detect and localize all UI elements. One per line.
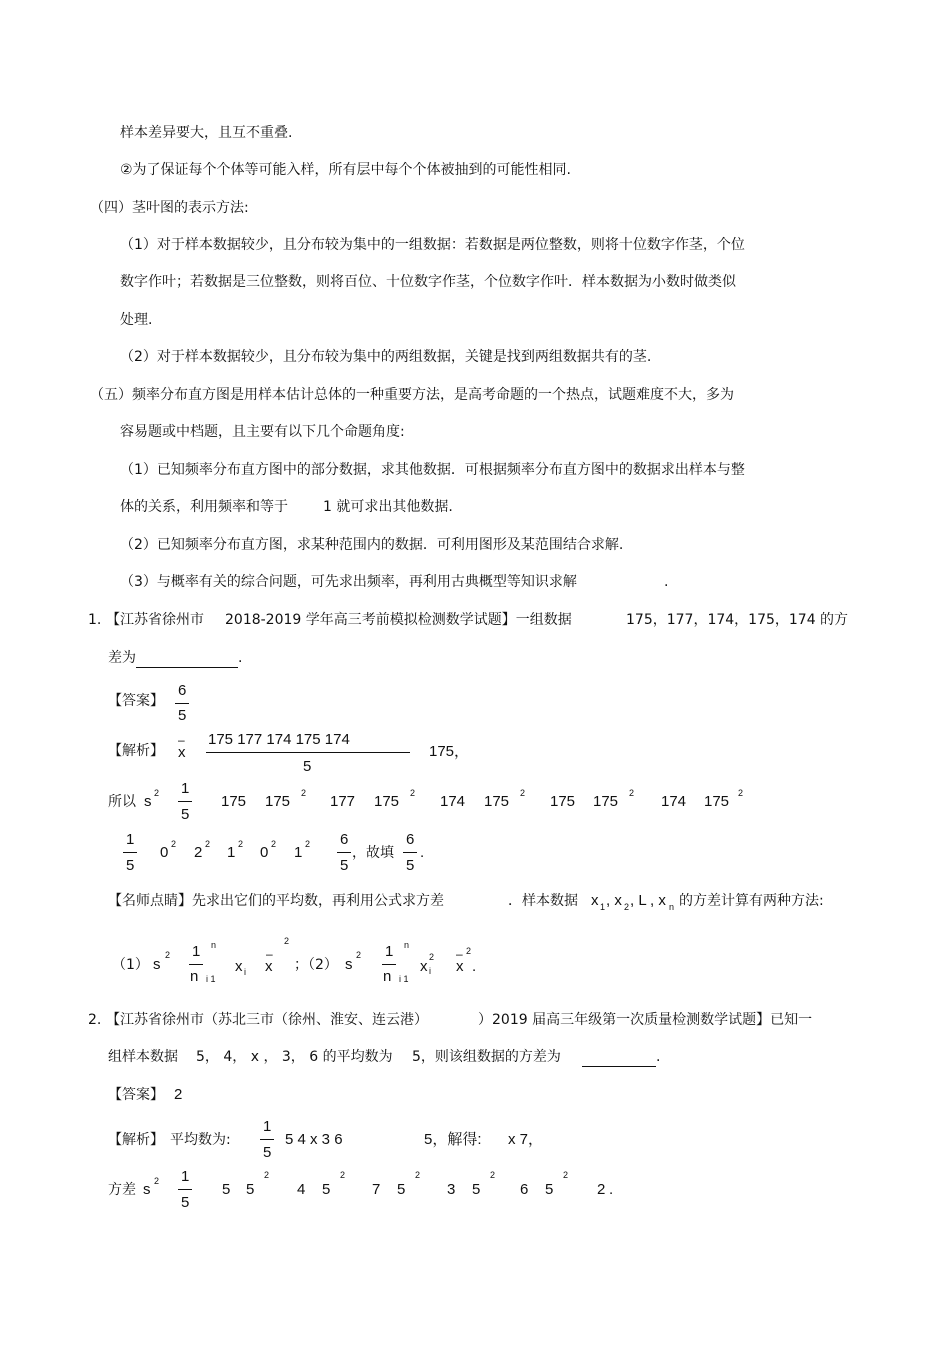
question-text: 5， 4， x ， 3， 6 的平均数为 — [196, 1049, 393, 1065]
superscript: 2 — [305, 839, 311, 849]
superscript: 2 — [429, 952, 435, 962]
term: 175 — [593, 793, 619, 810]
variance-symbol: s — [345, 956, 353, 973]
subscript: i — [429, 966, 431, 976]
text-line: （2）已知频率分布直方图，求某种范围内的数据．可利用图形及某范围结合求解. — [120, 537, 624, 553]
square-term: 0 — [260, 844, 269, 861]
answer-label: 【答案】 — [108, 693, 164, 709]
term: 4 — [297, 1181, 306, 1198]
term: 7 — [372, 1181, 381, 1198]
variance-symbol: s — [153, 956, 161, 973]
text-line: 数字作叶；若数据是三位整数，则将百位、十位数字作茎，个位数字作叶．样本数据为小数时做类似 — [120, 274, 736, 290]
answer-value: 2 — [174, 1086, 183, 1103]
question-source: 【江苏省徐州市 — [106, 612, 204, 628]
fraction-numerator: 6 — [178, 682, 187, 699]
term: 5 — [472, 1181, 481, 1198]
term: 175 — [484, 793, 510, 810]
avg-terms: 5 4 x 3 6 — [285, 1131, 343, 1148]
fraction-denominator: n — [383, 968, 392, 985]
text-line: 处理. — [120, 312, 153, 328]
question-text: 5，则该组数据的方差为 — [412, 1049, 561, 1065]
variance-symbol: s — [143, 1181, 151, 1198]
superscript: 2 — [165, 950, 171, 960]
section-heading: （四）茎叶图的表示方法: — [90, 200, 249, 216]
analysis-label: 【解析】 — [108, 1132, 164, 1148]
tip-text: ．样本数据 — [508, 893, 578, 909]
formula-label: （1） — [112, 957, 149, 973]
variance-result: 2 — [597, 1181, 606, 1198]
fraction-bar — [175, 703, 189, 704]
fraction-denominator: 5 — [178, 707, 187, 724]
math-var: , x — [650, 892, 666, 909]
period: . — [472, 958, 477, 975]
mean-bar-mark: – — [456, 947, 463, 961]
question-number: 2. — [88, 1012, 102, 1028]
term: 5 — [397, 1181, 406, 1198]
period: . — [609, 1181, 614, 1198]
subscript: 1 — [600, 902, 606, 912]
fraction-denominator: 5 — [303, 758, 312, 775]
fraction-bar — [178, 801, 192, 802]
fraction-bar — [189, 964, 203, 965]
subscript: n — [669, 902, 675, 912]
text-line: ，故填 — [352, 845, 394, 861]
superscript: 2 — [205, 839, 211, 849]
answer-blank — [136, 649, 238, 668]
question-source: 【江苏省徐州市（苏北三市（徐州、淮安、连云港） — [106, 1012, 428, 1028]
question-text-part: 差为 — [108, 650, 136, 666]
mean-bar-mark: – — [178, 733, 185, 747]
subscript: 2 — [624, 902, 630, 912]
tip-text: 的方差计算有两种方法: — [679, 893, 824, 909]
fraction-bar — [382, 964, 396, 965]
fraction-denominator: 5 — [126, 857, 135, 874]
fraction-numerator: 1 — [181, 780, 190, 797]
term: 175 — [550, 793, 576, 810]
question-text: 组样本数据 — [108, 1049, 178, 1065]
superscript: 2 — [154, 1176, 160, 1186]
sum-upper: n — [404, 940, 410, 950]
text-line: 1 就可求出其他数据. — [323, 499, 453, 515]
term: 5 — [545, 1181, 554, 1198]
superscript: 2 — [415, 1170, 421, 1180]
superscript: 2 — [356, 950, 362, 960]
term: 5 — [246, 1181, 255, 1198]
term: 5 — [322, 1181, 331, 1198]
text-line: ②为了保证每个个体等可能入样，所有层中每个个体被抽到的可能性相同. — [120, 162, 571, 178]
question-text — [108, 649, 242, 668]
math-var: , x — [606, 892, 622, 909]
text-line: （2）对于样本数据较少，且分布较为集中的两组数据，关键是找到两组数据共有的茎. — [120, 349, 652, 365]
term: 174 — [661, 793, 687, 810]
fraction-numerator: 6 — [406, 831, 415, 848]
fraction-numerator: 6 — [340, 831, 349, 848]
mean-symbol: x — [265, 958, 273, 975]
question-number: 1. — [88, 612, 102, 628]
superscript: 2 — [490, 1170, 496, 1180]
question-data: 175，177，174，175，174 的方 — [626, 612, 849, 628]
term: 177 — [330, 793, 356, 810]
superscript: 2 — [340, 1170, 346, 1180]
period: . — [656, 1049, 661, 1065]
term: 175 — [704, 793, 730, 810]
question-source: ）2019 届高三年级第一次质量检测数学试题】已知一 — [478, 1012, 813, 1028]
text-line: （3）与概率有关的综合问题，可先求出频率，再利用古典概型等知识求解 — [120, 574, 577, 590]
superscript: 2 — [284, 936, 290, 946]
variance-symbol: s — [144, 793, 152, 810]
text-line: 平均数为: — [170, 1132, 231, 1148]
fraction-bar — [178, 1189, 192, 1190]
superscript: 2 — [271, 839, 277, 849]
fraction-numerator: 1 — [126, 831, 135, 848]
text-line: 样本差异要大，且互不重叠. — [120, 125, 293, 141]
question-text — [582, 1048, 660, 1067]
math-var: x — [591, 892, 599, 909]
fraction-bar — [123, 852, 137, 853]
superscript: 2 — [154, 788, 160, 798]
superscript: 2 — [466, 946, 472, 956]
fraction-denominator: 5 — [181, 806, 190, 823]
term: 175 — [221, 793, 247, 810]
mean-bar-mark: – — [266, 947, 273, 961]
fraction-bar — [337, 852, 351, 853]
formula-label: ；（2） — [294, 957, 338, 973]
avg-result: 5，解得: — [424, 1131, 482, 1148]
term: 5 — [222, 1181, 231, 1198]
term: 174 — [440, 793, 466, 810]
superscript: 2 — [301, 788, 307, 798]
tip-text: 先求出它们的平均数，再利用公式求方差 — [192, 893, 444, 909]
fraction-denominator: 5 — [406, 857, 415, 874]
fraction-denominator: 5 — [340, 857, 349, 874]
square-term: 0 — [160, 844, 169, 861]
superscript: 2 — [264, 1170, 270, 1180]
text-line: 体的关系，利用频率和等于 — [120, 499, 288, 515]
answer-blank — [582, 1048, 656, 1067]
term: 175 — [265, 793, 291, 810]
subscript: i — [244, 967, 246, 977]
fraction-numerator: 1 — [192, 943, 201, 960]
math-var: , L — [630, 892, 647, 909]
superscript: 2 — [629, 788, 635, 798]
text-line: （1）对于样本数据较少，且分布较为集中的一组数据：若数据是两位整数，则将十位数字作茎，个位 — [120, 237, 745, 253]
sum-upper: n — [211, 940, 217, 950]
superscript: 2 — [563, 1170, 569, 1180]
superscript: 2 — [238, 839, 244, 849]
period: . — [238, 650, 243, 666]
superscript: 2 — [738, 788, 744, 798]
superscript: 2 — [410, 788, 416, 798]
text-line: . — [664, 574, 669, 590]
superscript: 2 — [520, 788, 526, 798]
section-heading: （五）频率分布直方图是用样本估计总体的一种重要方法，是高考命题的一个热点，试题难度不大，多为 — [90, 387, 734, 403]
sum-lower: i 1 — [206, 974, 216, 984]
term: 6 — [520, 1181, 529, 1198]
fraction-denominator: 5 — [181, 1194, 190, 1211]
fraction-denominator: 5 — [263, 1144, 272, 1161]
square-term: 1 — [294, 844, 303, 861]
square-term: 2 — [194, 844, 203, 861]
period: . — [420, 844, 425, 861]
text-line: 所以 — [108, 794, 136, 810]
mean-symbol: x — [456, 958, 464, 975]
term: 175 — [374, 793, 400, 810]
superscript: 2 — [171, 839, 177, 849]
fraction-numerator: 1 — [181, 1168, 190, 1185]
text-line: （1）已知频率分布直方图中的部分数据，求其他数据．可根据频率分布直方图中的数据求出样本与整 — [120, 462, 745, 478]
fraction-bar — [403, 852, 417, 853]
text-line: 方差 — [108, 1182, 136, 1198]
fraction-numerator: 175 177 174 175 174 — [208, 731, 350, 748]
mean-symbol: x — [178, 744, 186, 761]
sum-lower: i 1 — [399, 974, 409, 984]
math-var: x — [235, 958, 243, 975]
fraction-bar — [260, 1139, 274, 1140]
fraction-bar — [206, 752, 410, 753]
solution: x 7， — [508, 1131, 544, 1148]
fraction-numerator: 1 — [263, 1118, 272, 1135]
term: 3 — [447, 1181, 456, 1198]
text-line: 容易题或中档题，且主要有以下几个命题角度: — [120, 424, 405, 440]
analysis-label: 【解析】 — [108, 743, 164, 759]
math-var: x — [420, 958, 428, 975]
fraction-numerator: 1 — [385, 943, 394, 960]
mean-result: 175， — [429, 743, 470, 760]
tip-label: 【名师点睛】 — [108, 893, 192, 909]
square-term: 1 — [227, 844, 236, 861]
answer-label: 【答案】 — [108, 1087, 164, 1103]
fraction-denominator: n — [190, 968, 199, 985]
question-source: 2018-2019 学年高三考前模拟检测数学试题】一组数据 — [225, 612, 572, 628]
